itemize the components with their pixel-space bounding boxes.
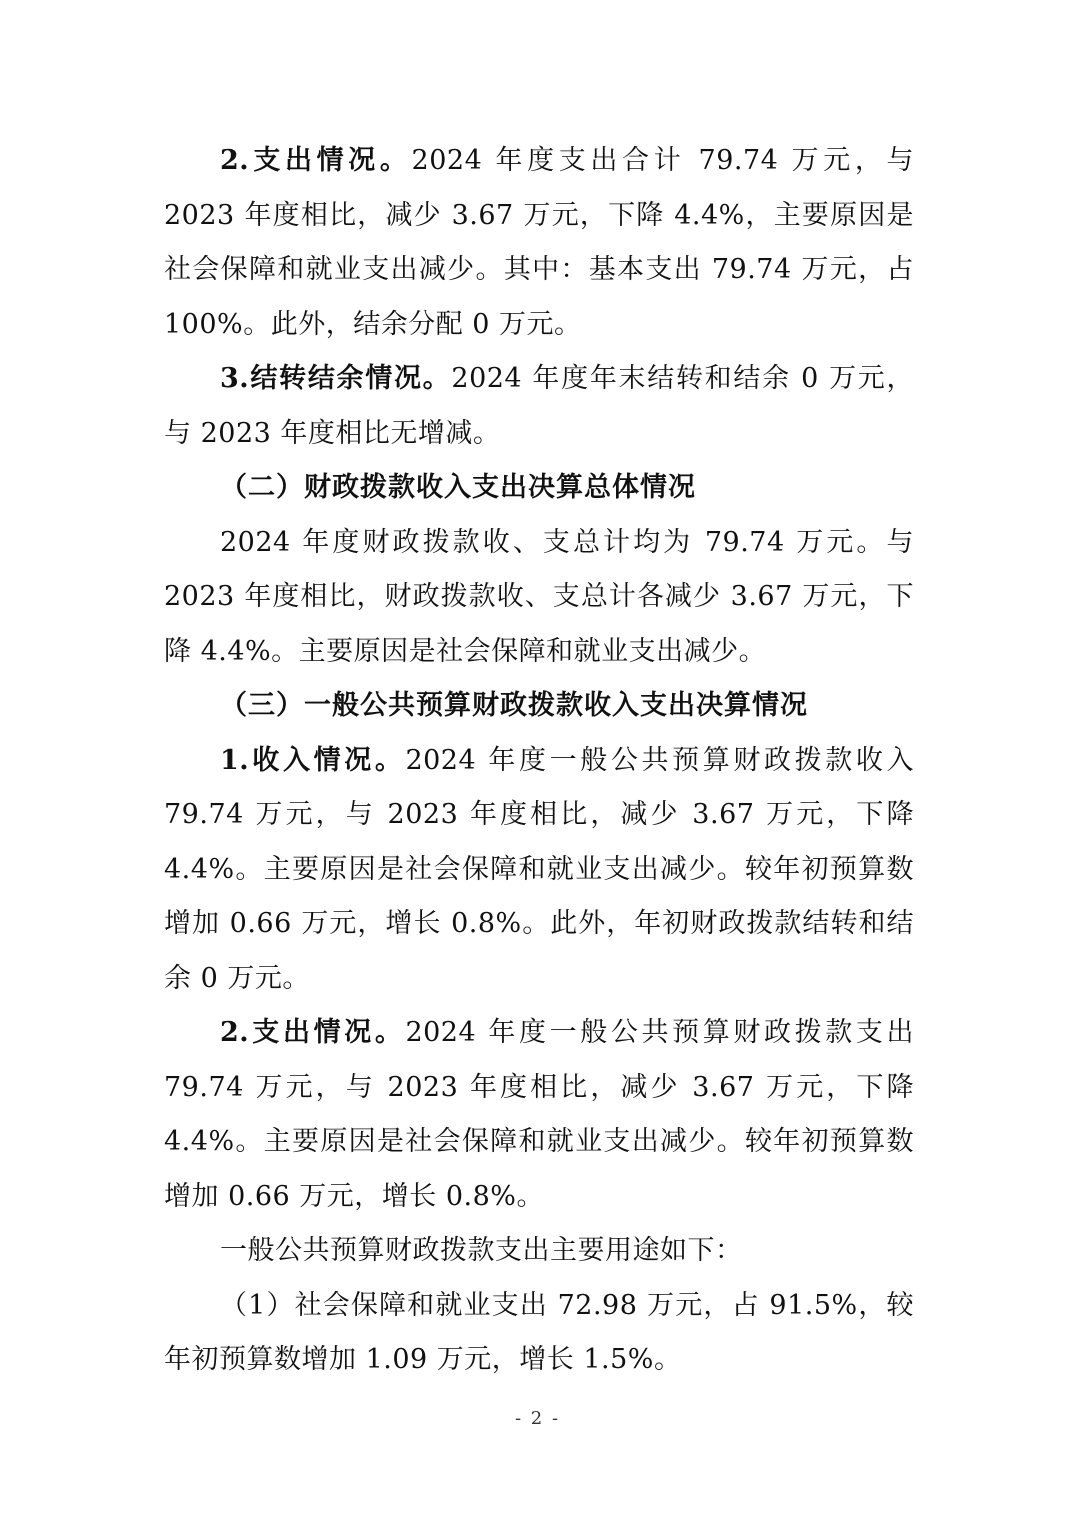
social-security-paragraph [164, 1279, 914, 1388]
public-expenditure-lead: 2.支出情况。 [220, 1017, 406, 1048]
public-expenditure-paragraph [164, 1006, 914, 1224]
expenditure-text: 2024 年度支出合计 79.74 万元，与 2023 年度相比，减少 3.67 万元，下降 4.4%，主要原因是社会保障和就业支出减少。其中：基本支出 79.74 万元，占 100%。此外，结余分配 0 万元。 [164, 145, 915, 340]
carryover-paragraph [164, 352, 914, 461]
public-expenditure-text: 2024 年度一般公共预算财政拨款支出 79.74 万元，与 2023 年度相比，减少 3.67 万元，下降 4.4%。主要原因是社会保障和就业支出减少。较年初预算数增加 0.66 万元，增长 0.8%。 [164, 1017, 915, 1212]
fiscal-total-text: 2024 年度财政拨款收、支总计均为 79.74 万元。与 2023 年度相比，财政拨款收、支总计各减少 3.67 万元，下降 4.4%。主要原因是社会保障和就业支出减少。 [164, 526, 914, 667]
carryover-lead: 3.结转结余情况。 [220, 363, 452, 394]
income-paragraph [164, 734, 914, 1007]
section-heading-2: （二）财政拨款收入支出决算总体情况 [220, 472, 696, 503]
document-body [164, 134, 914, 1388]
income-lead: 1.收入情况。 [220, 744, 406, 776]
usage-intro-paragraph [164, 1224, 914, 1279]
fiscal-total-paragraph [164, 516, 914, 680]
carryover-text: 2024 年度年末结转和结余 0 万元，与 2023 年度相比无增减。 [164, 363, 915, 449]
expenditure-lead: 2.支出情况。 [220, 145, 412, 176]
income-text: 2024 年度一般公共预算财政拨款收入 79.74 万元，与 2023 年度相比，减少 3.67 万元，下降 4.4%。主要原因是社会保障和就业支出减少。较年初预算数增加 0.66 万元，增长 0.8%。此外，年初财政拨款结转和结余 0 万元。 [164, 744, 915, 994]
section-heading-3: （三）一般公共预算财政拨款收入支出决算情况 [220, 690, 808, 721]
expenditure-paragraph [164, 134, 914, 352]
social-security-text: （1）社会保障和就业支出 72.98 万元，占 91.5%，较年初预算数增加 1.09 万元，增长 1.5%。 [164, 1289, 914, 1375]
usage-intro-text: 一般公共预算财政拨款支出主要用途如下： [220, 1235, 743, 1266]
page-number: - 2 - [514, 1408, 561, 1429]
